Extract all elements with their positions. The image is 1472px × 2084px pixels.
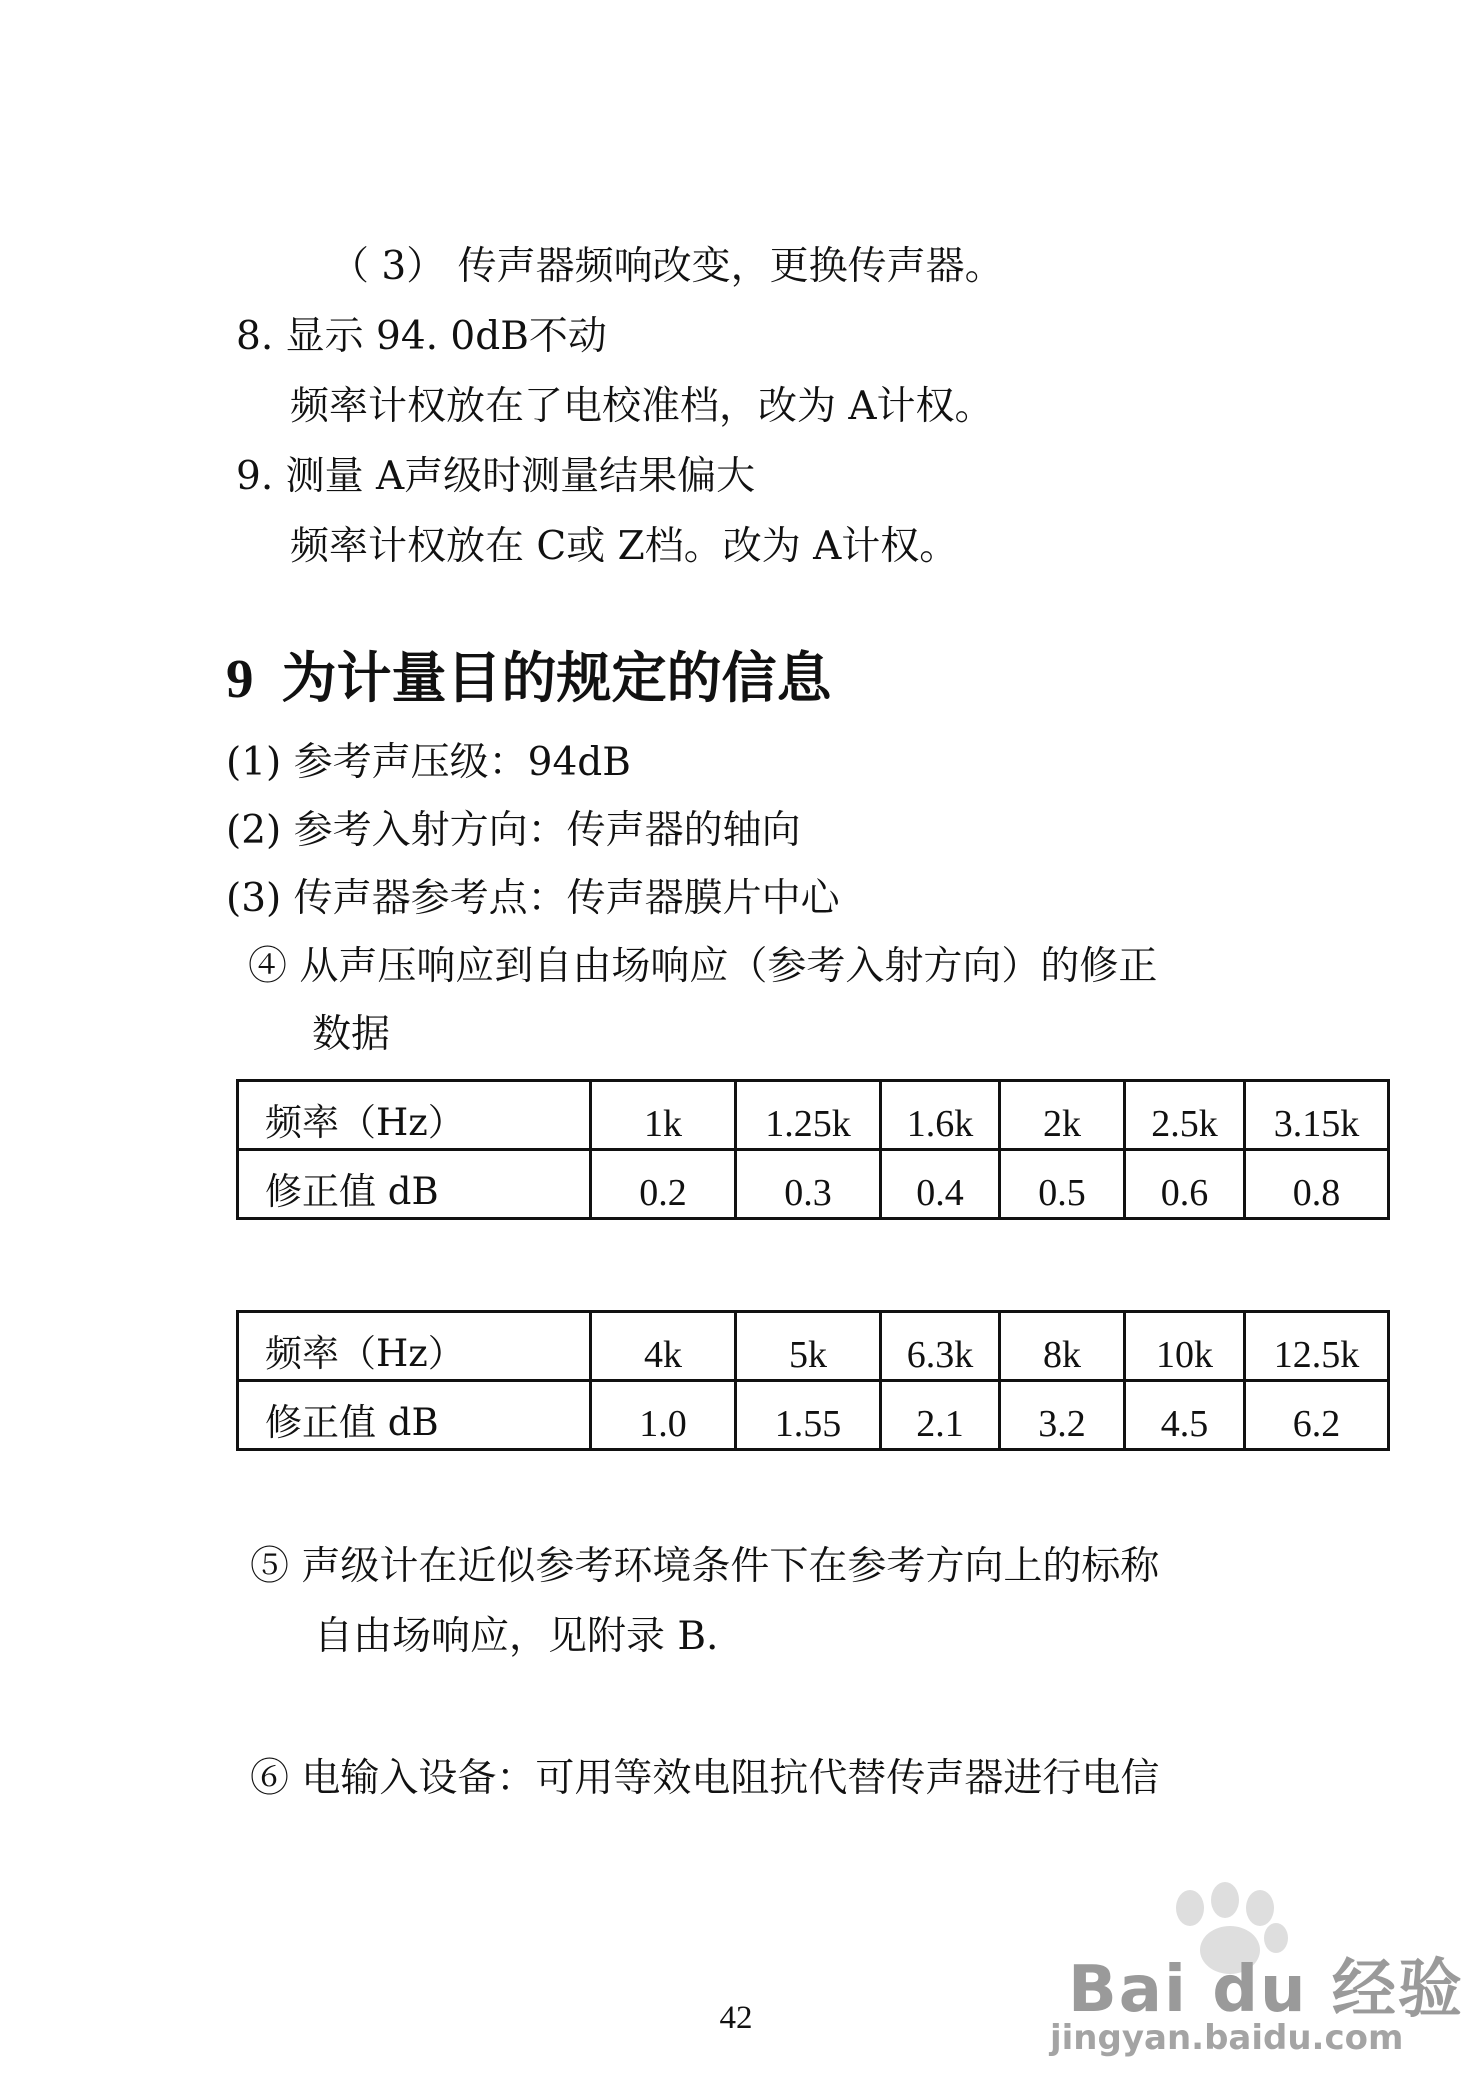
freq-cell: 6.3k [881,1312,1000,1381]
table-row-correction [238,1150,1389,1219]
section-title: 为计量目的规定的信息 [281,645,832,710]
info-item-4-line1: ④ 从声压响应到自由场响应（参考入射方向）的修正 [248,944,1158,989]
troubleshoot-item-8-title: 8. 显示 94. 0dB不动 [236,314,607,359]
row-header-frequency: 频率（Hz） [238,1312,591,1381]
troubleshoot-item-9-title: 9. 测量 A声级时测量结果偏大 [236,454,756,499]
freq-cell: 2k [1000,1081,1125,1150]
freq-cell: 1k [591,1081,736,1150]
corr-cell: 0.5 [1000,1150,1125,1219]
freq-cell: 12.5k [1245,1312,1389,1381]
corr-cell: 1.0 [591,1381,736,1450]
correction-table-1 [236,1079,1390,1220]
info-item-6-line1: ⑥ 电输入设备：可用等效电阻抗代替传声器进行电信 [250,1756,1160,1801]
freq-cell: 4k [591,1312,736,1381]
troubleshoot-item-3: （ 3） 传声器频响改变，更换传声器。 [330,244,1004,289]
info-item-5-line1: ⑤ 声级计在近似参考环境条件下在参考方向上的标称 [250,1544,1160,1589]
section-heading [226,646,832,711]
row-header-correction: 修正值 dB [238,1150,591,1219]
corr-cell: 4.5 [1125,1381,1245,1450]
freq-cell: 3.15k [1245,1081,1389,1150]
info-item-2: (2) 参考入射方向：传声器的轴向 [226,808,801,853]
table-row-frequency [238,1312,1389,1381]
freq-cell: 1.25k [736,1081,881,1150]
info-item-4-line2: 数据 [312,1012,391,1057]
table-row-frequency [238,1081,1389,1150]
corr-cell: 3.2 [1000,1381,1125,1450]
freq-cell: 2.5k [1125,1081,1245,1150]
watermark-url: jingyan.baidu.com [1050,2018,1404,2058]
row-header-correction: 修正值 dB [238,1381,591,1450]
watermark-brand: Bai du 经验 [1068,1953,1464,2027]
freq-cell: 8k [1000,1312,1125,1381]
corr-cell: 2.1 [881,1381,1000,1450]
troubleshoot-item-8-body: 频率计权放在了电校准档，改为 A计权。 [290,384,994,429]
corr-cell: 6.2 [1245,1381,1389,1450]
table-row-correction [238,1381,1389,1450]
info-item-3: (3) 传声器参考点：传声器膜片中心 [226,876,840,921]
corr-cell: 0.3 [736,1150,881,1219]
freq-cell: 10k [1125,1312,1245,1381]
corr-cell: 0.4 [881,1150,1000,1219]
info-item-1: (1) 参考声压级：94dB [226,740,631,785]
troubleshoot-item-9-body: 频率计权放在 C或 Z档。改为 A计权。 [290,524,959,569]
row-header-frequency: 频率（Hz） [238,1081,591,1150]
info-item-5-line2: 自由场响应，见附录 B. [314,1614,719,1659]
correction-table-2 [236,1310,1390,1451]
corr-cell: 0.8 [1245,1150,1389,1219]
corr-cell: 0.2 [591,1150,736,1219]
section-number: 9 [226,648,254,709]
corr-cell: 0.6 [1125,1150,1245,1219]
corr-cell: 1.55 [736,1381,881,1450]
freq-cell: 1.6k [881,1081,1000,1150]
page-number: 42 [719,2000,753,2036]
freq-cell: 5k [736,1312,881,1381]
